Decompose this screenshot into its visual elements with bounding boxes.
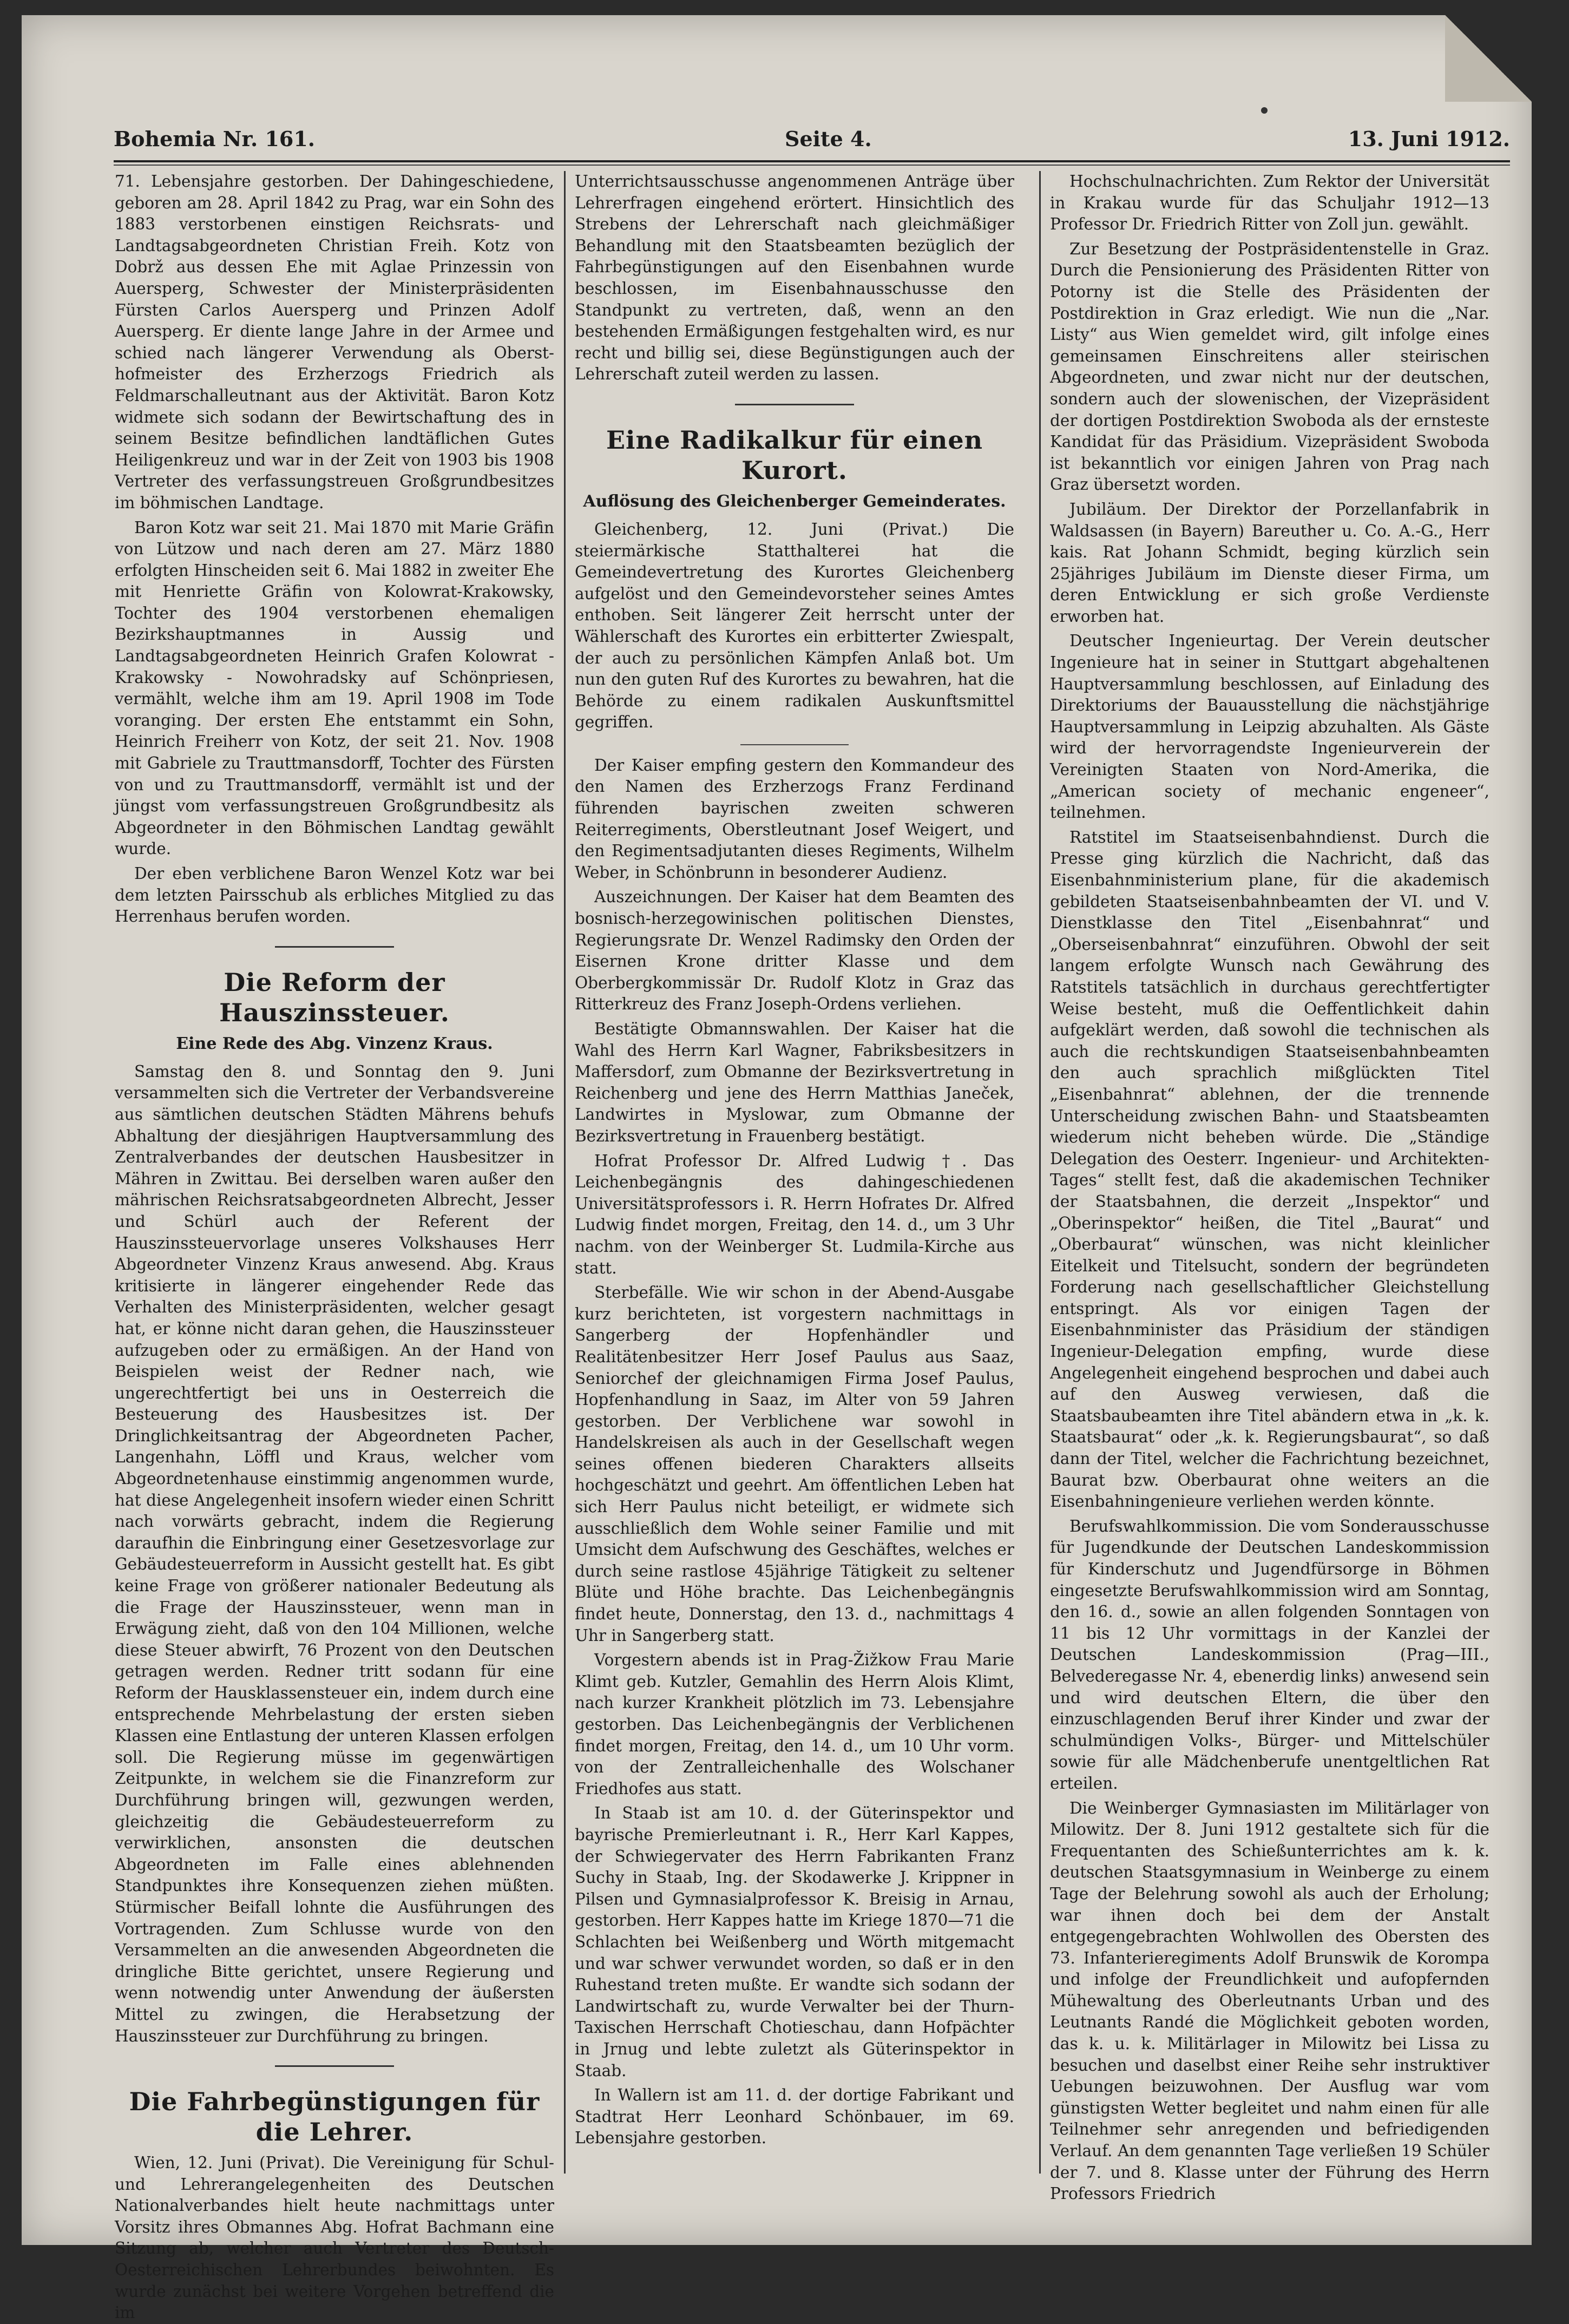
headline-radikalkur: Eine Radikalkur für einen Kurort. [606,425,983,485]
news-item: Deutscher Ingenieurtag. Der Verein deutscher Ingenieure hat in seiner in Stuttgart abgehaltenen Hauptversammlung beschlossen, auf Einladung des Direktoriums der Bauausstellung die nächstjährige Hauptversammlung in Leipzig abzuhalten. Als Gäste wird der hervorragendste Ingenieurverein der Vereinigten Staaten von Nord-Amerika, die „American society of mechanic engeneer“, teilnehmen. [1050,632,1489,822]
article-paragraph: Gleichenberg, 12. Juni (Privat.) Die steiermärkische Statthalterei hat die Gemeindevertretung des Kurortes Gleichenberg aufgelöst und den Gemeindevorsteher seines Amtes enthoben. Seit längerer Zeit herrscht unter der Wählerschaft des Kurortes ein erbitterter Zwiespalt, der auch zu persönlichen Kämpfen Anlaß bot. Um nun den guten Ruf des Kurortes zu bewahren, hat die Behörde zu einem radikalen Auskunftsmittel gegriffen. [575,520,1014,732]
column-2 [575,171,1014,2206]
headline-fahrbeguenstigungen: Die Fahrbegünstigungen für die Lehrer. [129,2087,540,2147]
column-1 [115,171,554,2322]
headline-hauszinssteuer: Die Reform der Hauszinssteuer. [219,967,450,1027]
page-number: Seite 4. [785,127,872,151]
issue-date: 13. Juni 1912. [1348,127,1510,151]
news-item: Hochschulnachrichten. Zum Rektor der Universität in Krakau wurde für das Schuljahr 1912—13 Professor Dr. Friedrich Ritter von Zoll jun. gewählt. [1050,172,1489,234]
article-paragraph: Der eben verblichene Baron Wenzel Kotz war bei dem letzten Pairsschub als erbliches Mitglied zu das Herrenhaus berufen worden. [115,864,554,926]
newspaper-page [22,15,1532,2322]
page-corner-fold [1445,15,1532,102]
section-separator [740,744,849,745]
news-item: Sterbefälle. Wie wir schon in der Abend-Ausgabe kurz berichteten, ist vorgestern nachmittags in Sangerberg der Hopfenhändler und Realitätenbesitzer Herr Josef Paulus aus Saaz, Seniorchef der gleichnamigen Firma Josef Paulus, Hopfenhandlung in Saaz, im Alter von 59 Jahren gestorben. Der Verblichene war sowohl in Handelskreisen als auch in der Gesellschaft wegen seines offenen biederen Charakters allseits hochgeschätzt und geehrt. Am öffentlichen Leben hat sich Herr Paulus nicht beteiligt, er widmete sich ausschließlich dem Wohle seiner Familie und mit Umsicht dem Aufschwung des Geschäftes, welches er durch seine rastlose 45jährige Tätigkeit zu seltener Blüte und Höhe brachte. Das Leichenbegängnis findet heute, Donnerstag, den 13. d., nachmittags 4 Uhr in Sangerberg statt. [575,1283,1014,1645]
news-item: Hofrat Professor Dr. Alfred Ludwig †. Das Leichenbegängnis des dahingeschiedenen Universitätsprofessors i. R. Herrn Hofrates Dr. Alfred Ludwig findet morgen, Freitag, den 14. d., um 3 Uhr nachm. von der Weinberger St. Ludmila-Kirche aus statt. [575,1151,1014,1277]
section-separator [275,2065,394,2067]
column-3 [1050,171,1489,2206]
article-paragraph: 71. Lebensjahre gestorben. Der Dahingeschiedene, geboren am 28. April 1842 zu Prag, war ein Sohn des 1883 verstorbenen einstigen Reichsrats- und Landtagsabgeordneten Christian Freih. Kotz von Dobrž aus dessen Ehe mit Aglae Prinzessin von Auersperg, Schwester der Ministerpräsidenten Fürsten Carlos Auersperg und Prinzen Adolf Auersperg. Er diente lange Jahre in der Armee und schied nach längerer Verwendung als Oberst-hofmeister des Erzherzogs Friedrich als Feldmarschalleutnant aus der Aktivität. Baron Kotz widmete sich sodann der Bewirtschaftung des in seinem Besitze befindlichen landtäflichen Gutes Heiligenkreuz und war in der Zeit von 1903 bis 1908 Vertreter des verfassungstreuen Großgrundbesitzes im böhmischen Landtage. [115,172,554,512]
news-item: Berufswahlkommission. Die vom Sonderausschusse für Jugendkunde der Deutschen Landeskommission für Kinderschutz und Jugendfürsorge in Böhmen eingesetzte Berufswahlkommission wird am Sonntag, den 16. d., sowie an allen folgenden Sonntagen von 11 bis 12 Uhr vormittags in der Kanzlei der Deutschen Landeskommission (Prag—III., Belvederegasse Nr. 4, ebenerdig links) anwesend sein und wird deutschen Eltern, die über den einzuschlagenden Beruf ihrer Kinder und zwar der schulmündigen Volks-, Bürger- und Mittelschüler sowie für alle Mädchenberufe unentgeltlichen Rat erteilen. [1050,1516,1489,1793]
news-item: Auszeichnungen. Der Kaiser hat dem Beamten des bosnisch-herzegowinischen politischen Dienstes, Regierungsrate Dr. Wenzel Radimsky den Orden der Eisernen Krone dritter Klasse und dem Oberbergkommissär Dr. Rudolf Klotz in Graz das Ritterkreuz des Franz Joseph-Ordens verliehen. [575,888,1014,1014]
article-paragraph: Baron Kotz war seit 21. Mai 1870 mit Marie Gräfin von Lützow und nach deren am 27. März 1880 erfolgten Hinscheiden seit 6. Mai 1882 in zweiter Ehe mit Henriette Gräfin von Kolowrat-Krakowsky, Tochter des 1904 verstorbenen ehemaligen Bezirkshauptmannes in Aussig und Landtagsabgeordneten Heinrich Grafen Kolowrat - Krakowsky - Nowohradsky auf Schönpriesen, vermählt, welche ihm am 19. April 1908 im Tode voranging. Der ersten Ehe entstammt ein Sohn, Heinrich Freiherr von Kotz, der seit 21. Nov. 1908 mit Gabriele zu Trauttmansdorff, Tochter des Fürsten von und zu Trauttmansdorff, vermählt ist und der jüngst vom verfassungstreuen Großgrundbesitz als Abgeordneter in den Böhmischen Landtag gewählt wurde. [115,518,554,858]
page-header [114,121,1510,159]
section-separator [735,404,854,405]
column-divider [564,171,566,2174]
news-item: Die Weinberger Gymnasiasten im Militärlager von Milowitz. Der 8. Juni 1912 gestaltete sich für die Frequentanten des Schießunterrichtes am k. k. deutschen Staatsgymnasium in Weinberge zu einem Tage der Belehrung sowohl als auch der Erholung; war ihnen doch bei dem der Anstalt entgegengebrachten Wohlwollen des Obersten des 73. Infanterieregiments Adolf Brunswik de Korompa und infolge der Freundlichkeit und aufopfernden Mühewaltung des Oberleutnants Urban und des Leutnants Randé die Möglichkeit geboten worden, das k. u. k. Militärlager in Milowitz bei Lissa zu besuchen und daselbst einer Reihe sehr instruktiver Uebungen beizuwohnen. Der Ausflug war vom günstigsten Wetter begleitet und nahm einen für alle Teilnehmer sehr anregenden und befriedigenden Verlauf. An dem genannten Tage verließen 19 Schüler der 7. und 8. Klasse unter der Führung des Herrn Professors Friedrich [1050,1798,1489,2203]
news-item: Zur Besetzung der Postpräsidentenstelle in Graz. Durch die Pensionierung des Präsidenten Ritter von Potorny ist die Stelle des Präsidenten der Postdirektion in Graz erledigt. Wie nun die „Nar. Listy“ aus Wien gemeldet wird, gilt infolge eines gemeinsamen Einschreitens aller steirischen Abgeordneten, und zwar nicht nur der deutschen, sondern auch der slowenischen, der Vizepräsident der dortigen Postdirektion Swoboda als der ernsteste Kandidat für das Präsidium. Vizepräsident Swoboda ist bekanntlich vor einigen Jahren von Prag nach Graz übersetzt worden. [1050,239,1489,494]
news-item: Jubiläum. Der Direktor der Porzellanfabrik in Waldsassen (in Bayern) Bareuther u. Co. A.-G., Herr kais. Rat Johann Schmidt, beging kürzlich sein 25jähriges Jubiläum im Dienste dieser Firma, um deren Entwicklung er sich große Verdienste erworben hat. [1050,500,1489,626]
masthead-issue: Bohemia Nr. 161. [114,127,316,151]
article-paragraph: Unterrichtsausschusse angenommenen Anträge über Lehrerfragen eingehend erörtert. Hinsichtlich des Strebens der Lehrerschaft nach gleichmäßiger Behandlung mit den Staatsbeamten bezüglich der Fahrbegünstigungen auf den Eisenbahnen wurde beschlossen, im Eisenbahnausschusse den Standpunkt zu vertreten, daß, wenn an den bestehenden Ermäßigungen festgehalten wird, es nur recht und billig sei, diese Begünstigungen auch der Lehrerschaft zuteil werden zu lassen. [575,172,1014,384]
news-item: In Staab ist am 10. d. der Güterinspektor und bayrische Premierleutnant i. R., Herr Karl Kappes, der Schwiegervater des Herrn Fabrikanten Franz Suchy in Staab, Ing. der Skodawerke J. Krippner in Pilsen und Gymnasialprofessor K. Breisig in Arnau, gestorben. Herr Kappes hatte im Kriege 1870—71 die Schlachten bei Weißenberg und Wörth mitgemacht und war schwer verwundet worden, so daß er in den Ruhestand treten mußte. Er wandte sich sodann der Landwirtschaft zu, wurde Verwalter bei der Thurn-Taxischen Herrschaft Chotieschau, dann Hofpächter in Jrnug und lebte zuletzt als Güterinspektor in Staab. [575,1804,1014,2080]
article-paragraph: Wien, 12. Juni (Privat). Die Vereinigung für Schul- und Lehrerangelegenheiten des Deutschen Nationalverbandes hielt heute nachmittags unter Vorsitz ihres Obmannes Abg. Hofrat Bachmann eine Sitzung ab, welcher auch Vertreter des Deutsch-Oesterreichischen Lehrerbundes beiwohnten. Es wurde zunächst bei weitere Vorgehen betreffend die im [115,2154,554,2322]
news-item: Der Kaiser empfing gestern den Kommandeur des den Namen des Erzherzogs Franz Ferdinand führenden bayrischen zweiten schweren Reiterregiments, Oberstleutnant Josef Weigert, und den Regimentsadjutanten dieses Regiments, Wilhelm Weber, in Schönbrunn in besonderer Audienz. [575,756,1014,882]
article-paragraph: Samstag den 8. und Sonntag den 9. Juni versammelten sich die Vertreter der Verbandsvereine aus sämtlichen deutschen Städten Mährens behufs Abhaltung der diesjährigen Hauptversammlung des Zentralverbandes der deutschen Hausbesitzer in Mähren in Zwittau. Bei derselben waren außer den mährischen Reichsratsabgeordneten Albrecht, Jesser und Schürl auch der Referent der Hauszinssteuervorlage unseres Volkshauses Herr Abgeordneter Vinzenz Kraus anwesend. Abg. Kraus kritisierte in längerer eingehender Rede das Verhalten des Ministerpräsidenten, welcher gesagt hat, er könne nicht daran gehen, die Hauszinssteuer aufzugeben oder zu ermäßigen. An der Hand von Beispielen weist der Redner nach, wie ungerechtfertigt bei uns in Oesterreich die Besteuerung des Hausbesitzes ist. Der Dringlichkeitsantrag der Abgeordneten Pacher, Langenhahn, Löffl und Kraus, welcher vom Abgeordnetenhause einstimmig angenommen wurde, hat diese Angelegenheit insofern wieder einen Schritt nach vorwärts gebracht, indem die Regierung daraufhin die Einbringung einer Gesetzesvorlage zur Gebäudesteuerreform in Aussicht gestellt hat. Es gibt keine Frage von größerer nationaler Bedeutung als die Frage der Hauszinssteuer, wenn man in Erwägung zieht, daß von den 104 Millionen, welche diese Steuer abwirft, 76 Prozent von den Deutschen getragen werden. Redner tritt sodann für eine Reform der Hausklassensteuer ein, indem durch eine entsprechende Mehrbelastung der ersten sieben Klassen eine Entlastung der unteren Klassen erfolgen soll. Die Regierung müsse im gegenwärtigen Zeitpunkte, in welchem sie die Finanzreform zur Durchführung bringen will, gezwungen werden, gleichzeitig die Gebäudesteuerreform zu verwirklichen, ansonsten die deutschen Abgeordneten im Falle eines ablehnenden Standpunktes ihre Konsequenzen ziehen müßten. Stürmischer Beifall lohnte die Ausführungen des Vortragenden. Zum Schlusse wurde von den Versammelten an die anwesenden Abgeordneten die dringliche Bitte gerichtet, unsere Regierung und wenn notwendig unter Anwendung der äußersten Mittel zu zwingen, die Herabsetzung der Hauszinssteuer zur Durchführung zu bringen. [115,1062,554,2045]
news-item: Bestätigte Obmannswahlen. Der Kaiser hat die Wahl des Herrn Karl Wagner, Fabriksbesitzers in Maffersdorf, zum Obmanne der Bezirksvertretung in Reichenberg und jene des Herrn Matthias Janeček, Landwirtes in Myslowar, zum Obmanne der Bezirksvertretung in Frauenberg bestätigt. [575,1020,1014,1145]
column-divider [1039,171,1041,2174]
subheadline: Eine Rede des Abg. Vinzenz Kraus. [176,1034,493,1053]
subheadline: Auflösung des Gleichenberger Gemeinderates. [583,491,1006,511]
ink-speck [1261,107,1268,114]
news-item: Ratstitel im Staatseisenbahndienst. Durch die Presse ging kürzlich die Nachricht, daß das Eisenbahnministerium plane, für die akademisch gebildeten Staatseisenbahnbeamten der VI. und V. Dienstklasse den Titel „Eisenbahnrat“ und „Oberseisenbahnrat“ einzuführen. Obwohl der seit langem erfolgte Wunsch nach Gewährung des Ratstitels tatsächlich in durchaus gerechtfertigter Weise besteht, muß die Oeffentlichkeit dahin aufgeklärt werden, daß sowohl die technischen als auch die rechtskundigen Staatseisenbahnbeamten den auch sprachlich mißglückten Titel „Eisenbahnrat“ ablehnen, der die trennende Unterscheidung zwischen Bahn- und Staatsbeamten wiederum nicht beheben würde. Die „Ständige Delegation des Oesterr. Ingenieur- und Architekten-Tages“ stellt fest, daß die akademischen Techniker der Staatsbahnen, die derzeit „Inspektor“ und „Oberinspektor“ heißen, die Titel „Baurat“ und „Oberbaurat“ wünschen, was nicht kleinlicher Eitelkeit und Titelsucht, sondern der begründeten Forderung nach gesellschaftlicher Gleichstellung entspringt. Als vor einigen Tagen der Eisenbahnminister das Präsidium der ständigen Ingenieur-Delegation empfing, wurde diese Angelegenheit eingehend besprochen und dabei auch auf den Ausweg verwiesen, daß die Staatsbaubeamten ihre Titel abändern etwa in „k. k. Staatsbaurat“ oder „k. k. Regierungsbaurat“, so daß dann der Titel, welcher die Fachrichtung bezeichnet, Baurat bzw. Oberbaurat ohne weiters an die Eisenbahningenieure verliehen werden könnte. [1050,828,1489,1511]
news-item: In Wallern ist am 11. d. der dortige Fabrikant und Stadtrat Herr Leonhard Schönbauer, im 69. Lebensjahre gestorben. [575,2086,1014,2148]
section-separator [275,946,394,948]
header-rule [114,160,1510,166]
news-item: Vorgestern abends ist in Prag-Žižkow Frau Marie Klimt geb. Kutzler, Gemahlin des Herrn Alois Klimt, nach kurzer Krankheit plötzlich im 73. Lebensjahre gestorben. Das Leichenbegängnis der Verblichenen findet morgen, Freitag, den 14. d., um 10 Uhr vorm. von der Zentralleichenhalle des Wolschaner Friedhofes aus statt. [575,1651,1014,1798]
